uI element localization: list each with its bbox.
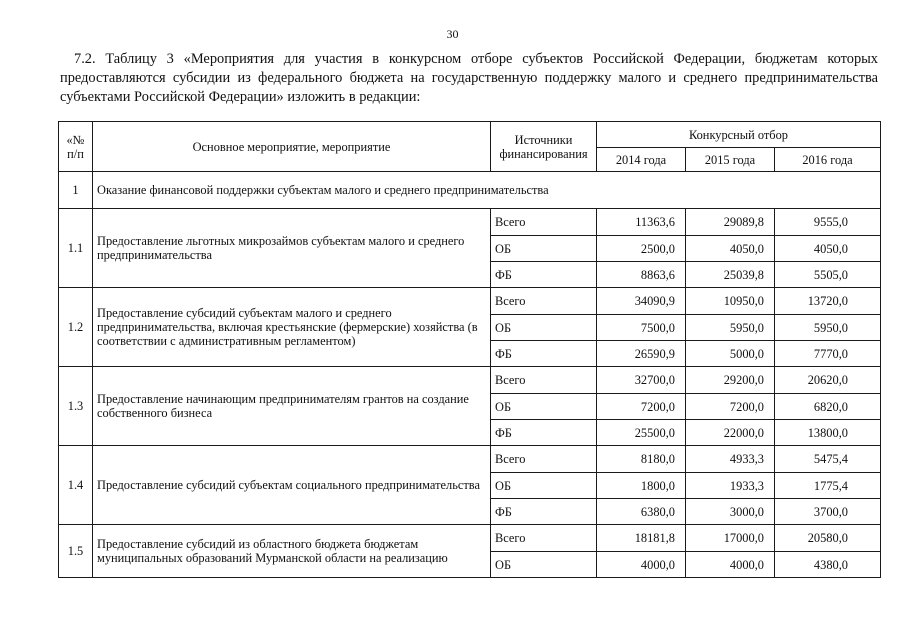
header-year-2014: 2014 года	[597, 148, 686, 172]
row-measure-name: Предоставление субсидий из областного бюджета бюджетам муниципальных образований Мурманской области на реализацию	[93, 525, 491, 578]
value-2016: 3700,0	[775, 499, 881, 525]
row-num: 1.4	[59, 446, 93, 525]
value-2016: 13720,0	[775, 288, 881, 315]
value-2016: 7770,0	[775, 341, 881, 367]
value-2016: 13800,0	[775, 420, 881, 446]
value-2014: 18181,8	[597, 525, 686, 552]
source-cell: ФБ	[491, 420, 597, 446]
header-year-2016: 2016 года	[775, 148, 881, 172]
row-num: 1.3	[59, 367, 93, 446]
value-2016: 9555,0	[775, 209, 881, 236]
value-2015: 29200,0	[686, 367, 775, 394]
value-2016: 20580,0	[775, 525, 881, 552]
source-cell: Всего	[491, 525, 597, 552]
value-2015: 1933,3	[686, 473, 775, 499]
header-source: Источники финансирования	[491, 122, 597, 172]
page-number: 30	[446, 27, 459, 41]
value-2015: 4050,0	[686, 236, 775, 262]
source-cell: Всего	[491, 446, 597, 473]
header-year-2015: 2015 года	[686, 148, 775, 172]
header-measure: Основное мероприятие, мероприятие	[93, 122, 491, 172]
value-2014: 34090,9	[597, 288, 686, 315]
value-2014: 11363,6	[597, 209, 686, 236]
value-2014: 8180,0	[597, 446, 686, 473]
source-cell: ОБ	[491, 394, 597, 420]
source-cell: ФБ	[491, 341, 597, 367]
row-measure-name: Предоставление субсидий субъектам социального предпринимательства	[93, 446, 491, 525]
value-2016: 4050,0	[775, 236, 881, 262]
value-2015: 5950,0	[686, 315, 775, 341]
value-2014: 26590,9	[597, 341, 686, 367]
source-cell: Всего	[491, 209, 597, 236]
intro-paragraph: 7.2. Таблицу 3 «Мероприятия для участия в конкурсном отборе субъектов Российской Федерации, бюджетам которых предоставляются субсидии из федерального бюджета на государственную поддержку малого и среднего предпринимательства субъектами Российской Федерации» изложить в редакции:	[60, 51, 878, 105]
value-2014: 1800,0	[597, 473, 686, 499]
source-cell: Всего	[491, 367, 597, 394]
row-measure-name: Предоставление льготных микрозаймов субъектам малого и среднего предпринимательства	[93, 209, 491, 288]
value-2014: 6380,0	[597, 499, 686, 525]
section-title: Оказание финансовой поддержки субъектам малого и среднего предпринимательства	[93, 172, 881, 209]
value-2016: 5475,4	[775, 446, 881, 473]
source-cell: ОБ	[491, 552, 597, 578]
row-num: 1.1	[59, 209, 93, 288]
source-cell: ФБ	[491, 262, 597, 288]
source-cell: Всего	[491, 288, 597, 315]
value-2014: 4000,0	[597, 552, 686, 578]
value-2016: 6820,0	[775, 394, 881, 420]
value-2015: 4933,3	[686, 446, 775, 473]
value-2014: 25500,0	[597, 420, 686, 446]
value-2016: 1775,4	[775, 473, 881, 499]
value-2015: 25039,8	[686, 262, 775, 288]
value-2014: 7200,0	[597, 394, 686, 420]
value-2015: 10950,0	[686, 288, 775, 315]
value-2016: 20620,0	[775, 367, 881, 394]
value-2015: 22000,0	[686, 420, 775, 446]
value-2014: 7500,0	[597, 315, 686, 341]
source-cell: ОБ	[491, 236, 597, 262]
source-cell: ОБ	[491, 315, 597, 341]
header-num: «№ п/п	[59, 122, 93, 172]
value-2014: 32700,0	[597, 367, 686, 394]
source-cell: ОБ	[491, 473, 597, 499]
row-num: 1.5	[59, 525, 93, 578]
row-measure-name: Предоставление субсидий субъектам малого и среднего предпринимательства, включая крестьянские (фермерские) хозяйства (в соответствии с административным регламентом)	[93, 288, 491, 367]
header-competitive-selection: Конкурсный отбор	[597, 122, 881, 148]
value-2016: 4380,0	[775, 552, 881, 578]
value-2015: 17000,0	[686, 525, 775, 552]
measures-table	[58, 121, 881, 578]
value-2015: 3000,0	[686, 499, 775, 525]
section-num: 1	[59, 172, 93, 209]
value-2015: 7200,0	[686, 394, 775, 420]
row-measure-name: Предоставление начинающим предпринимателям грантов на создание собственного бизнеса	[93, 367, 491, 446]
value-2014: 2500,0	[597, 236, 686, 262]
value-2015: 4000,0	[686, 552, 775, 578]
row-num: 1.2	[59, 288, 93, 367]
value-2015: 5000,0	[686, 341, 775, 367]
value-2016: 5950,0	[775, 315, 881, 341]
source-cell: ФБ	[491, 499, 597, 525]
value-2016: 5505,0	[775, 262, 881, 288]
value-2015: 29089,8	[686, 209, 775, 236]
value-2014: 8863,6	[597, 262, 686, 288]
